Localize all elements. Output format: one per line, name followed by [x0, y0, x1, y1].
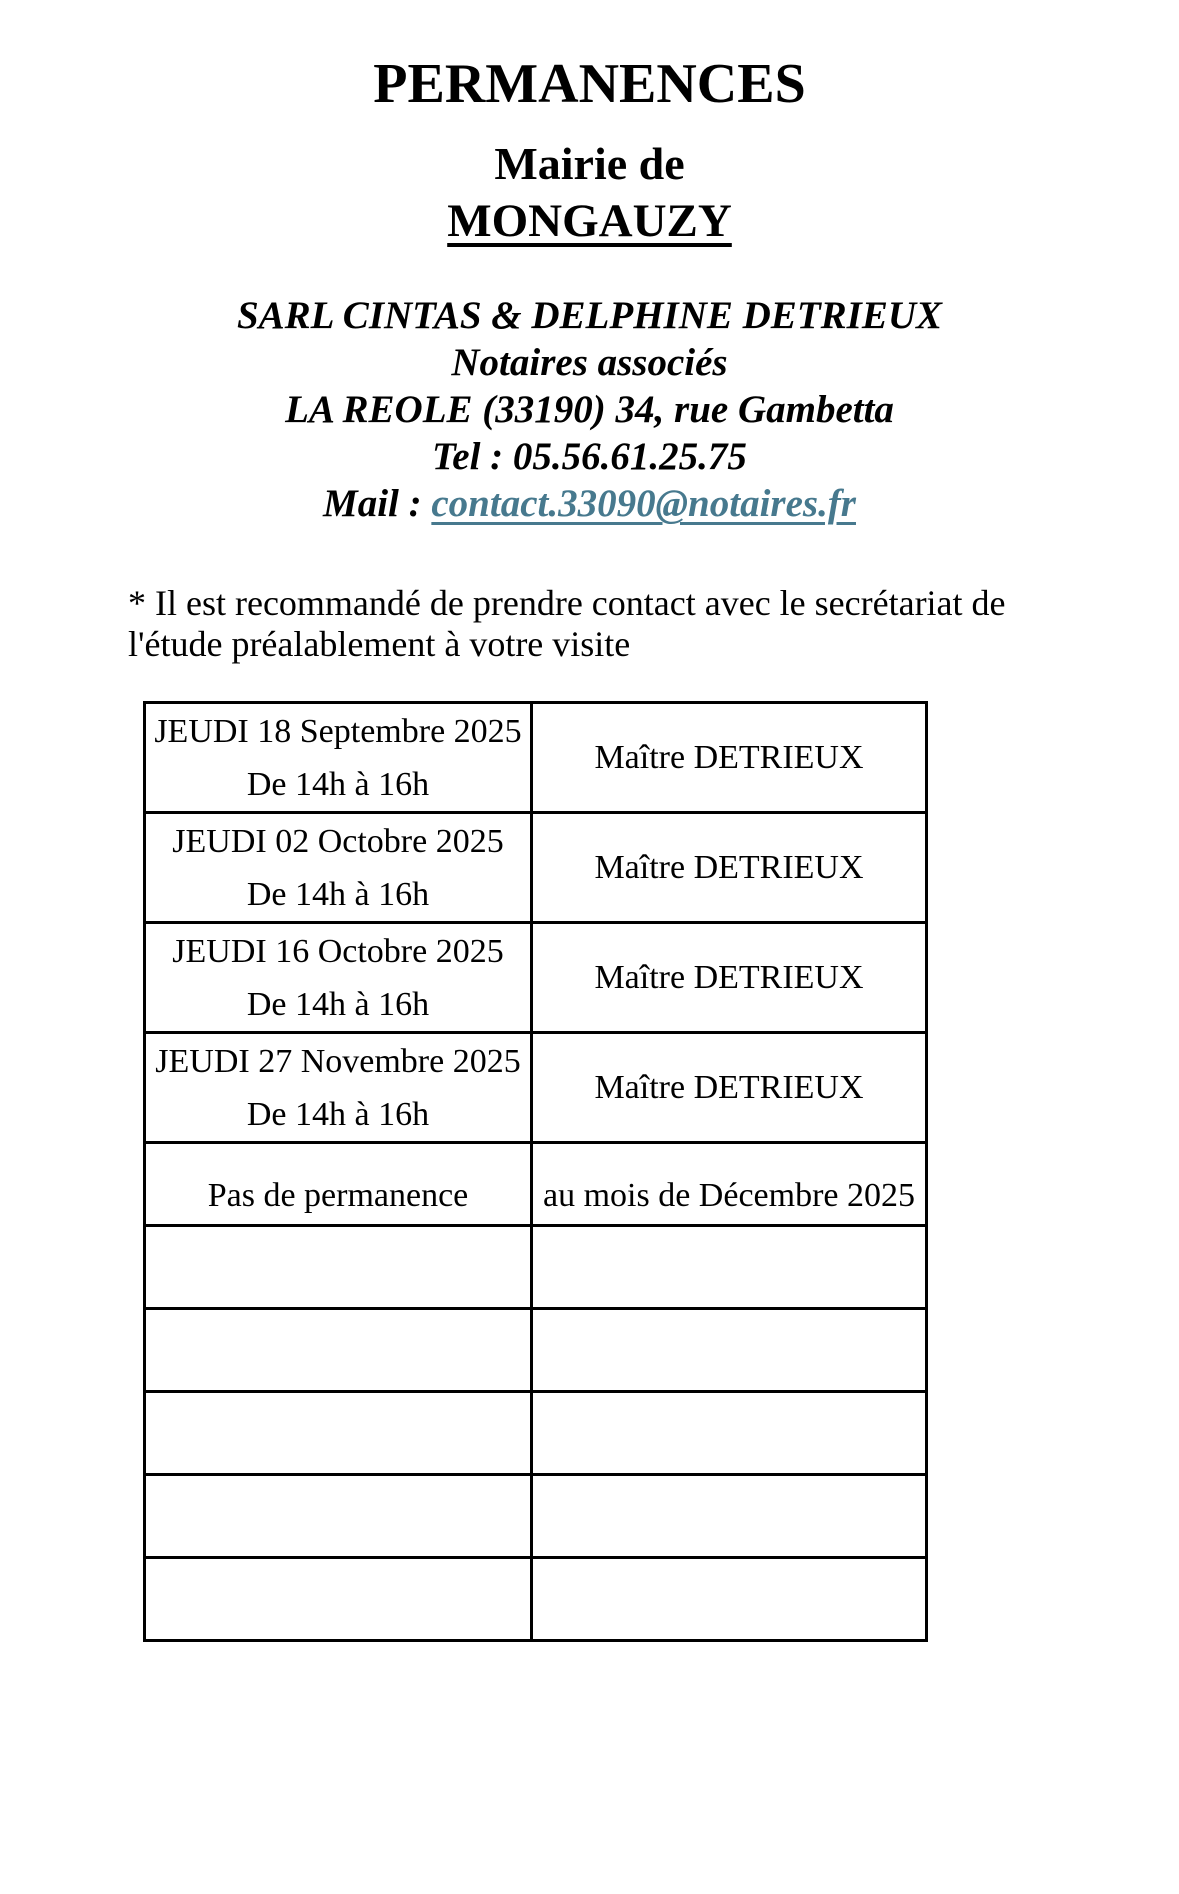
notary-on-duty: Maître DETRIEUX: [594, 1068, 864, 1106]
page-title: PERMANENCES: [373, 53, 806, 115]
date-cell: [145, 1143, 532, 1226]
advisory-note: [128, 583, 1179, 665]
notary-on-duty: Maître DETRIEUX: [594, 958, 864, 996]
notary-mail-line: [0, 480, 1179, 527]
notary-contact-block: [0, 292, 1179, 527]
date-cell: [145, 1475, 532, 1558]
date-cell: [145, 1226, 532, 1309]
schedule-table: [143, 701, 928, 1642]
notary-on-duty: Maître DETRIEUX: [594, 848, 864, 886]
schedule-row: [145, 1392, 927, 1475]
mail-label: Mail :: [323, 482, 432, 525]
schedule-row: [145, 1309, 927, 1392]
notary-address: LA REOLE (33190) 34, rue Gambetta: [285, 388, 894, 431]
notary-on-duty: Maître DETRIEUX: [594, 738, 864, 776]
time-line: De 14h à 16h: [246, 1095, 430, 1133]
note-line-1: * Il est recommandé de prendre contact avec le secrétariat de: [128, 583, 1006, 623]
no-permanence-label: Pas de permanence: [207, 1177, 469, 1214]
time-line: De 14h à 16h: [246, 985, 430, 1023]
date-cell: [145, 1392, 532, 1475]
notary-phone: Tel : 05.56.61.25.75: [432, 435, 747, 478]
date-cell: [145, 1309, 532, 1392]
schedule-row: [145, 1558, 927, 1641]
time-line: De 14h à 16h: [246, 875, 430, 913]
time-line: De 14h à 16h: [246, 765, 430, 803]
notary-cell: [532, 923, 927, 1033]
date-cell: [145, 923, 532, 1033]
no-permanence-period: au mois de Décembre 2025: [543, 1177, 915, 1214]
date-line: JEUDI 27 Novembre 2025: [155, 1042, 521, 1080]
date-cell: [145, 703, 532, 813]
city-title: MONGAUZY: [447, 195, 732, 247]
notary-role: Notaires associés: [451, 341, 728, 384]
date-line: JEUDI 16 Octobre 2025: [172, 932, 504, 970]
city-title-wrap: [0, 192, 1179, 250]
schedule-row: [145, 1143, 927, 1226]
notary-cell: [532, 1309, 927, 1392]
notary-cell: [532, 703, 927, 813]
date-cell: [145, 1558, 532, 1641]
date-cell: [145, 813, 532, 923]
date-cell: [145, 1033, 532, 1143]
schedule-row: [145, 1033, 927, 1143]
notary-cell: [532, 813, 927, 923]
page-subtitle: Mairie de: [494, 138, 685, 189]
date-line: JEUDI 18 Septembre 2025: [154, 712, 522, 750]
notary-name: SARL CINTAS & DELPHINE DETRIEUX: [236, 294, 943, 337]
schedule-row: [145, 1226, 927, 1309]
date-line: JEUDI 02 Octobre 2025: [172, 822, 504, 860]
notary-cell: [532, 1033, 927, 1143]
schedule-row: [145, 703, 927, 813]
schedule-row: [145, 813, 927, 923]
notary-cell: [532, 1392, 927, 1475]
note-line-2: l'étude préalablement à votre visite: [128, 624, 631, 664]
notary-cell: [532, 1475, 927, 1558]
email-link[interactable]: contact.33090@notaires.fr: [431, 482, 856, 525]
notary-cell: [532, 1226, 927, 1309]
notary-cell: [532, 1558, 927, 1641]
schedule-row: [145, 1475, 927, 1558]
schedule-row: [145, 923, 927, 1033]
notary-cell: [532, 1143, 927, 1226]
